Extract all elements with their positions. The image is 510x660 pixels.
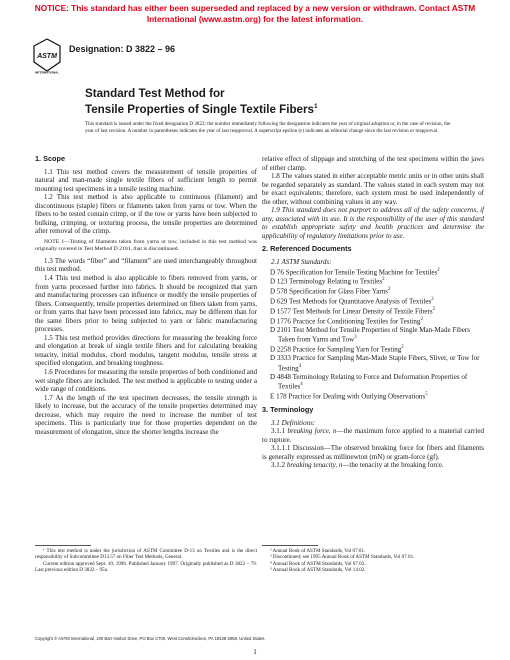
footnote-5: ⁵ Annual Book of ASTM Standards, Vol 14.02. [270,566,366,573]
reference-item: D 1577 Test Methods for Linear Density of Textile Fibers$^2$ [270,307,435,316]
paragraph-3-1-2: 3.1.2 breaking tenacity, n—the tenacity at the breaking force. [271,461,444,470]
paragraph-1-2: 1.2 This test method is also applicable to continuous (filament) and discontinuous (staple) fibers or filaments taken from yarns or tow. When the fibers to be tested contain crimp, or if the tow or yarns have been subjected to bulking, crimping, or texturing process, the tensile properties are determined after removal of the crimp. [35,193,257,236]
document-title [85,87,318,116]
reference-item: D 629 Test Methods for Quantitative Analysis of Textiles$^2$ [270,297,434,306]
reference-item: D 578 Specification for Glass Fiber Yarns$^2$ [270,287,391,296]
footnotes-left [35,548,257,573]
footnote-rule-left [35,545,91,546]
reference-item: D 1776 Practice for Conditioning Textiles for Testing$^2$ [270,317,423,326]
reference-item: D 3333 Practice for Sampling Man-Made Staple Fibers, Sliver, or Tow for Testing$^4$ [270,354,480,373]
reference-item: D 2258 Practice for Sampling Yarn for Testing$^2$ [270,345,404,354]
section-heading-scope: 1. Scope [35,154,66,163]
notice-line-1: NOTICE: This standard has either been superseded and replaced by a new version or withdrawn. Contact ASTM [34,3,476,13]
astm-logo-icon [32,38,62,74]
paragraph-1-4: 1.4 This test method is also applicable to fibers removed from yarns, or from yarns processed further into fabrics. It should be recognized that yarn and manufacturing processes can influence or modify the tensile properties of fibers. Consequently, tensile properties determined on fibers taken from yarns, or from yarns that have been processed into fabrics, may be different than for the same fibers prior to being subjected to yarn or fabric manufacturing processes. [35,274,257,334]
designation: Designation: D 3822 – 96 [69,44,176,54]
paragraph-1-9: 1.9 This standard does not purport to address all of the safety concerns, if any, associated with its use. It is the responsibility of the user of this standard to establish appropriate safety and health practices and determine the applicability of regulatory limitations prior to use. [262,206,484,240]
left-column [35,155,257,436]
footnote-rule-right [262,545,318,546]
copyright-line: Copyright © ASTM International, 100 Barr Harbor Drive, PO Box C700, West Conshohocken, PA 19428-2959, United States. [35,636,266,641]
reference-item: D 4848 Terminology Relating to Force and Deformation Properties of Textiles$^4$ [270,372,468,391]
footnote-1: ¹ This test method is under the jurisdiction of ASTM Committee D-13 on Textiles and is the direct responsibility of Subcommittee D13.57 on Fiber Test Methods, General. [35,548,257,561]
logo-subtext: INTERNATIONAL [34,70,60,74]
footnote-3: ³ Discontinued; see 1995 Annual Book of ASTM Standards, Vol 07.01. [270,554,415,561]
title-line-2: Tensile Properties of Single Textile Fibers$^1$ [85,102,318,116]
paragraph-3-1-1-1: 3.1.1.1 Discussion—The observed breaking force for fibers and filaments is generally expressed as millinewton (mN) or gram-force (gf). [262,444,484,461]
definitions-subheading: 3.1 Definitions: [271,418,316,427]
paragraph-1-3: 1.3 The words “fiber” and “filament” are used interchangeably throughout this test method. [35,256,257,274]
logo-text: ASTM [37,53,57,60]
right-column [262,155,484,470]
reference-item: E 178 Practice for Dealing with Outlying Observations$^5$ [270,392,428,401]
section-heading-referenced-documents: 2. Referenced Documents [262,244,352,254]
section-heading-terminology: 3. Terminology [262,405,314,414]
reference-item: D 123 Terminology Relating to Textiles$^2$ [270,277,385,286]
issuance-statement: This standard is issued under the fixed designation D 3822; the number immediately following the designation indicates the year of original adoption or, in the case of revision, the year of last revision. A number in parentheses indicates the year of last reapproval. A superscript epsilon (ε) indicates an editorial change since the last revision or reapproval. [85,121,451,134]
footnotes-right [262,548,484,573]
notice-line-2: International (www.astm.org) for the latest information. [146,13,364,24]
note-1: NOTE 1—Testing of filaments taken from yarns or tow, included in this test method was originally covered in Test Method D 2101, that is discontinued. [35,238,257,252]
paragraph-1-6: 1.6 Procedures for measuring the tensile properties of both conditioned and wet single fibers are included. The test method is applicable to testing under a wide range of conditions. [35,368,257,394]
reference-list [262,267,484,401]
footnote-1-edition: Current edition approved Sept. 10, 1996. Published January 1997. Originally published as D 3822 – 79. Last previous edition D 3822 – 95a. [35,560,257,573]
reference-item: D 2101 Test Method for Tensile Properties of Single Man-Made Fibers Taken from Yarns and Tow$^3$ [270,325,470,344]
paragraph-3-1-1: 3.1.1 breaking force, n—the maximum force applied to a material carried to rupture. [262,427,484,444]
footnote-4: ⁴ Annual Book of ASTM Standards, Vol 07.02. [270,560,366,567]
astm-standards-subheading: 2.1 ASTM Standards: [271,258,332,267]
page-number: 1 [253,648,257,656]
withdrawal-notice [0,3,510,24]
paragraph-1-1: 1.1 This test method covers the measurement of tensile properties of natural and man-made single textile fibers of sufficient length to permit mounting test specimens in a tensile testing machine. [35,167,257,193]
title-line-1: Standard Test Method for [85,87,225,100]
footnote-2: ² Annual Book of ASTM Standards, Vol 07.01. [270,548,366,554]
paragraph-1-7: 1.7 As the length of the test specimen decreases, the tensile strength is likely to increase, but the accuracy of the tensile properties determined may decrease, which may require the need to increase the number of test specimens. This is particularly true for those properties dependent on the measurement of elongation, since the shorter lengths increase the [35,393,257,436]
paragraph-1-7-continued: relative effect of slippage and stretching of the test specimens within the jaws of either clamp. [262,155,484,172]
reference-item: D 76 Specification for Tensile Testing Machine for Textiles$^2$ [270,267,440,276]
paragraph-1-8: 1.8 The values stated in either acceptable metric units or in other units shall be regarded separately as standard. The values stated in each system may not be exact equivalents; therefore, each system must be used independently of the other, without combining values in any way. [262,172,484,206]
paragraph-1-5: 1.5 This test method provides directions for measuring the breaking force and elongation at break of single textile fibers and for calculating breaking tenacity, initial modulus, chord modulus, tangent modulus, tensile stress at specified elongation, and breaking toughness. [35,333,257,368]
